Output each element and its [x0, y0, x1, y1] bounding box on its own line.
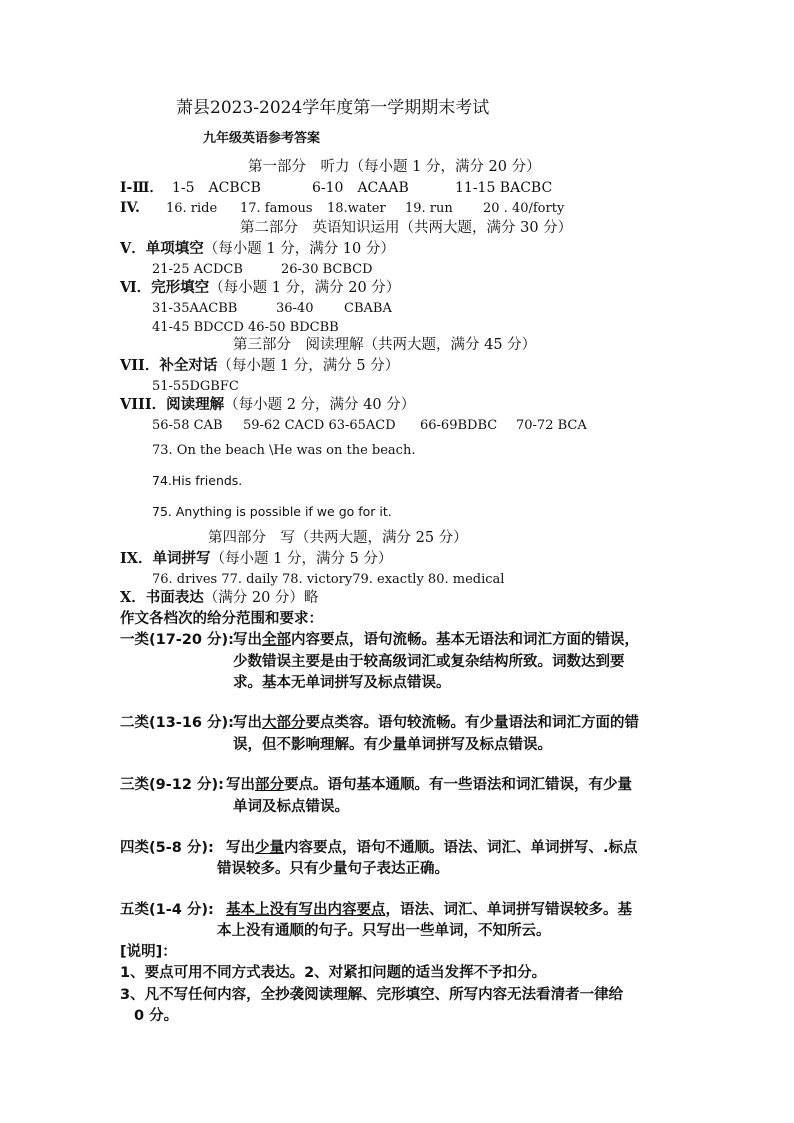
grade-4-line-2: 错误较多。只有少量句子表达正确。	[217, 861, 449, 877]
answer-19: 19. run	[405, 201, 453, 216]
part4-title: 第四部分 写	[208, 530, 295, 546]
part1-heading	[248, 160, 541, 175]
grade-1-line-1	[233, 633, 639, 648]
grade-1-line-3: 求。基本无单词拼写及标点错误。	[233, 675, 451, 691]
section-vi-heading	[120, 281, 400, 296]
answers-6-10: 6-10 ACAAB	[312, 180, 409, 196]
answers-41-50: 41-45 BDCCD 46-50 BDCBB	[152, 320, 339, 335]
section-vi-score: （每小题 1 分，满分 20 分）	[209, 280, 401, 296]
answers-1-5: 1-5 ACBCB	[172, 180, 261, 196]
section-vii-score: （每小题 1 分，满分 5 分）	[217, 358, 400, 374]
grade-1-label: 一类(17-20 分):	[120, 632, 234, 648]
grade-1-text-a: 写出	[233, 632, 262, 648]
answer-20: 20 . 40/forty	[483, 201, 565, 216]
grade-2-underlined: 大部分	[262, 715, 306, 731]
part4-heading	[208, 531, 468, 546]
part1-score: （每小题 1 分，满分 20 分）	[349, 159, 541, 175]
answers-36-40-label: 36-40	[276, 301, 314, 316]
grade-4-text-b: 内容要点，语句不通顺。语法、词汇、单词拼写、.标点	[284, 840, 638, 856]
answer-16: 16. ride	[166, 201, 218, 216]
section-v-label: V．单项填空	[120, 240, 204, 257]
grade-5-text-b: ，语法、词汇、单词拼写错误较多。基	[385, 902, 632, 918]
grade-1-line-2: 少数错误主要是由于较高级词汇或复杂结构所致。词数达到要	[233, 654, 625, 670]
answers-26-30: 26-30 BCBCD	[281, 262, 373, 277]
part2-score: （共两大题，满分 30 分）	[399, 220, 573, 236]
answer-75: 75. Anything is possible if we go for it.	[152, 504, 392, 519]
grade-5-label: 五类(1-4 分):	[120, 902, 214, 918]
section-vi-label: Ⅵ．完形填空	[120, 279, 210, 296]
grade-4-line-1	[226, 841, 638, 856]
section-vii-heading	[120, 359, 399, 374]
answer-18: 18.water	[327, 201, 386, 216]
answers-59-65: 59-62 CACD 63-65ACD	[243, 418, 396, 433]
grade-4-label: 四类(5-8 分):	[120, 840, 214, 856]
exam-title: 萧县2023-2024学年度第一学期期末考试	[176, 98, 490, 118]
grade-2-text-b: 要点类容。语句较流畅。有少量语法和词汇方面的错	[305, 715, 639, 731]
grade-3-line-2: 单词及标点错误。	[233, 799, 349, 815]
grade-1-underlined: 全部	[262, 632, 291, 648]
grade-5-line-1	[226, 903, 632, 918]
answers-76-80: 76. drives 77. daily 78. victory79. exactly 80. medical	[152, 572, 505, 587]
grading-intro: 作文各档次的给分范围和要求：	[120, 611, 323, 627]
section-viii-score: （每小题 2 分，满分 40 分）	[224, 397, 416, 413]
section-x-heading	[120, 591, 318, 606]
section-x-score: （满分 20 分）略	[203, 590, 319, 606]
answer-74: 74.His friends.	[152, 473, 243, 488]
grade-2-line-2: 误，但不影响理解。有少量单词拼写及标点错误。	[233, 737, 552, 753]
section-vii-label: VII．补全对话	[120, 357, 218, 374]
grade-3-text-a: 写出	[226, 777, 255, 793]
grade-3-line-1	[226, 778, 632, 793]
answers-36-40: CBABA	[344, 301, 392, 316]
section-x-label: X．书面表达	[120, 589, 204, 606]
part2-title: 第二部分 英语知识运用	[240, 220, 400, 236]
grade-3-label: 三类(9-12 分):	[120, 777, 224, 793]
section-viii-label: VIII．阅读理解	[120, 396, 225, 413]
section-ix-label: IX．单词拼写	[120, 550, 211, 567]
grade-3-text-b: 要点。语句基本通顺。有一些语法和词汇错误，有少量	[284, 777, 632, 793]
grade-2-label: 二类(13-16 分):	[120, 715, 234, 731]
section-iv-label: IV.	[120, 200, 140, 216]
note-3-line-1: 3、凡不写任何内容，全抄袭阅读理解、完形填空、所写内容无法看清者一律给	[120, 987, 624, 1003]
part1-row1	[120, 181, 163, 195]
section-ix-score: （每小题 1 分，满分 5 分）	[210, 551, 393, 567]
part3-heading	[233, 338, 536, 353]
grade-5-underlined: 基本上没有写出内容要点	[226, 902, 386, 918]
grade-3-underlined: 部分	[255, 777, 284, 793]
grade-2-text-a: 写出	[233, 715, 262, 731]
grade-4-text-a: 写出	[226, 840, 255, 856]
part1-title: 第一部分 听力	[248, 159, 350, 175]
notes-heading: [说明]：	[120, 944, 177, 960]
part4-score: （共两大题，满分 25 分）	[295, 530, 468, 546]
note-1-2: 1、要点可用不同方式表达。2、对紧扣问题的适当发挥不予扣分。	[120, 965, 547, 981]
answers-51-55: 51-55DGBFC	[152, 379, 239, 394]
note-3-line-2: 0 分。	[134, 1008, 179, 1024]
part2-heading	[240, 221, 572, 236]
part3-score: （共两大题，满分 45 分）	[363, 337, 537, 353]
section-ix-heading	[120, 552, 392, 567]
answers-11-15: 11-15 BACBC	[455, 180, 553, 196]
grade-5-line-2: 本上没有通顺的句子。只写出一些单词，不知所云。	[217, 923, 551, 939]
answers-31-35: 31-35AACBB	[152, 301, 238, 316]
section-i-iii-label: Ⅰ-Ⅲ．	[120, 180, 164, 196]
answers-21-25: 21-25 ACDCB	[152, 262, 243, 277]
answers-66-69: 66-69BDBC	[420, 418, 498, 433]
grade-4-underlined: 少量	[255, 840, 284, 856]
section-v-score: （每小题 1 分，满分 10 分）	[203, 241, 395, 257]
section-viii-heading	[120, 398, 415, 413]
answers-56-58: 56-58 CAB	[152, 418, 223, 433]
answer-73: 73. On the beach \He was on the beach.	[152, 443, 416, 458]
section-v-heading	[120, 242, 395, 257]
grade-1-text-b: 内容要点，语句流畅。基本无语法和词汇方面的错误，	[291, 632, 639, 648]
part3-title: 第三部分 阅读理解	[233, 337, 364, 353]
grade-2-line-1	[233, 716, 639, 731]
answer-17: 17. famous	[240, 201, 313, 216]
answers-70-72: 70-72 BCA	[516, 418, 587, 433]
answer-key-subtitle: 九年级英语参考答案	[203, 131, 321, 146]
